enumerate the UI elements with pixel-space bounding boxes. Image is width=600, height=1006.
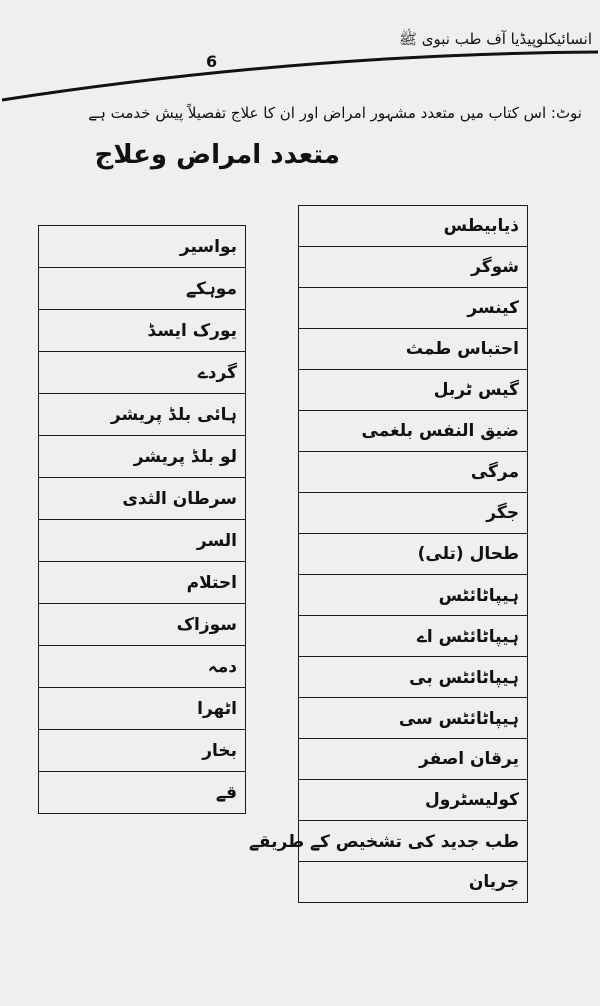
diseases-table-left	[38, 225, 246, 814]
list-item: دمہ	[39, 646, 246, 688]
table-row	[299, 780, 528, 821]
table-row	[299, 411, 528, 452]
list-item: سرطان الثدی	[39, 478, 246, 520]
table-row	[39, 562, 246, 604]
list-item: ہائی بلڈ پریشر	[39, 394, 246, 436]
list-item: اٹھرا	[39, 688, 246, 730]
list-item: کولیسٹرول	[299, 780, 528, 821]
table-row	[299, 698, 528, 739]
list-item: یورک ایسڈ	[39, 310, 246, 352]
list-item: سوزاک	[39, 604, 246, 646]
table-row	[299, 657, 528, 698]
diseases-table-right	[248, 205, 528, 903]
table-row	[299, 288, 528, 329]
table-row	[299, 739, 528, 780]
list-item: لو بلڈ پریشر	[39, 436, 246, 478]
list-item: بواسیر	[39, 226, 246, 268]
table-row	[299, 862, 528, 903]
list-item: گیس ٹربل	[299, 370, 528, 411]
table-row	[39, 436, 246, 478]
table-row	[39, 520, 246, 562]
table-row	[39, 394, 246, 436]
table-row	[299, 575, 528, 616]
list-item: شوگر	[299, 247, 528, 288]
table-row	[39, 352, 246, 394]
page-heading: متعدد امراض وعلاج	[94, 140, 340, 170]
list-item: ذیابیطس	[299, 206, 528, 247]
list-item: یرقان اصفر	[299, 739, 528, 780]
list-item: قے	[39, 772, 246, 814]
list-item: بخار	[39, 730, 246, 772]
table-row	[39, 730, 246, 772]
list-item: ہیپاٹائٹس بی	[299, 657, 528, 698]
list-item: کینسر	[299, 288, 528, 329]
list-item: جریان	[299, 862, 528, 903]
list-item: ہیپاٹائٹس سی	[299, 698, 528, 739]
header-rule	[0, 52, 600, 112]
table-row	[299, 452, 528, 493]
list-item: السر	[39, 520, 246, 562]
list-item: مرگی	[299, 452, 528, 493]
list-item: طب جدید کی تشخیص کے طریقے	[299, 821, 528, 862]
table-row	[299, 493, 528, 534]
running-head: انسائیکلوپیڈیا آف طب نبوی ﷺ	[398, 30, 592, 48]
list-item: ضیق النفس بلغمی	[299, 411, 528, 452]
table-row	[299, 821, 528, 862]
table-row	[39, 646, 246, 688]
table-row	[39, 604, 246, 646]
table-row	[299, 247, 528, 288]
list-item: ہیپاٹائٹس اے	[299, 616, 528, 657]
list-item: جگر	[299, 493, 528, 534]
table-row	[299, 616, 528, 657]
page-number: 6	[206, 52, 218, 71]
table-row	[39, 268, 246, 310]
table-row	[39, 226, 246, 268]
table-row	[39, 310, 246, 352]
table-row	[39, 478, 246, 520]
list-item: طحال (تلی)	[299, 534, 528, 575]
list-item: ہیپاٹائٹس	[299, 575, 528, 616]
note-text: نوٹ: اس کتاب میں متعدد مشہور امراض اور ان کا علاج تفصیلاً پیش خدمت ہے	[88, 104, 582, 122]
table-row	[299, 329, 528, 370]
list-item: احتباس طمث	[299, 329, 528, 370]
table-row	[39, 688, 246, 730]
table-row	[299, 370, 528, 411]
table-row	[299, 206, 528, 247]
table-row	[299, 534, 528, 575]
list-item: گردے	[39, 352, 246, 394]
list-item: احتلام	[39, 562, 246, 604]
table-row	[39, 772, 246, 814]
list-item: موہکے	[39, 268, 246, 310]
